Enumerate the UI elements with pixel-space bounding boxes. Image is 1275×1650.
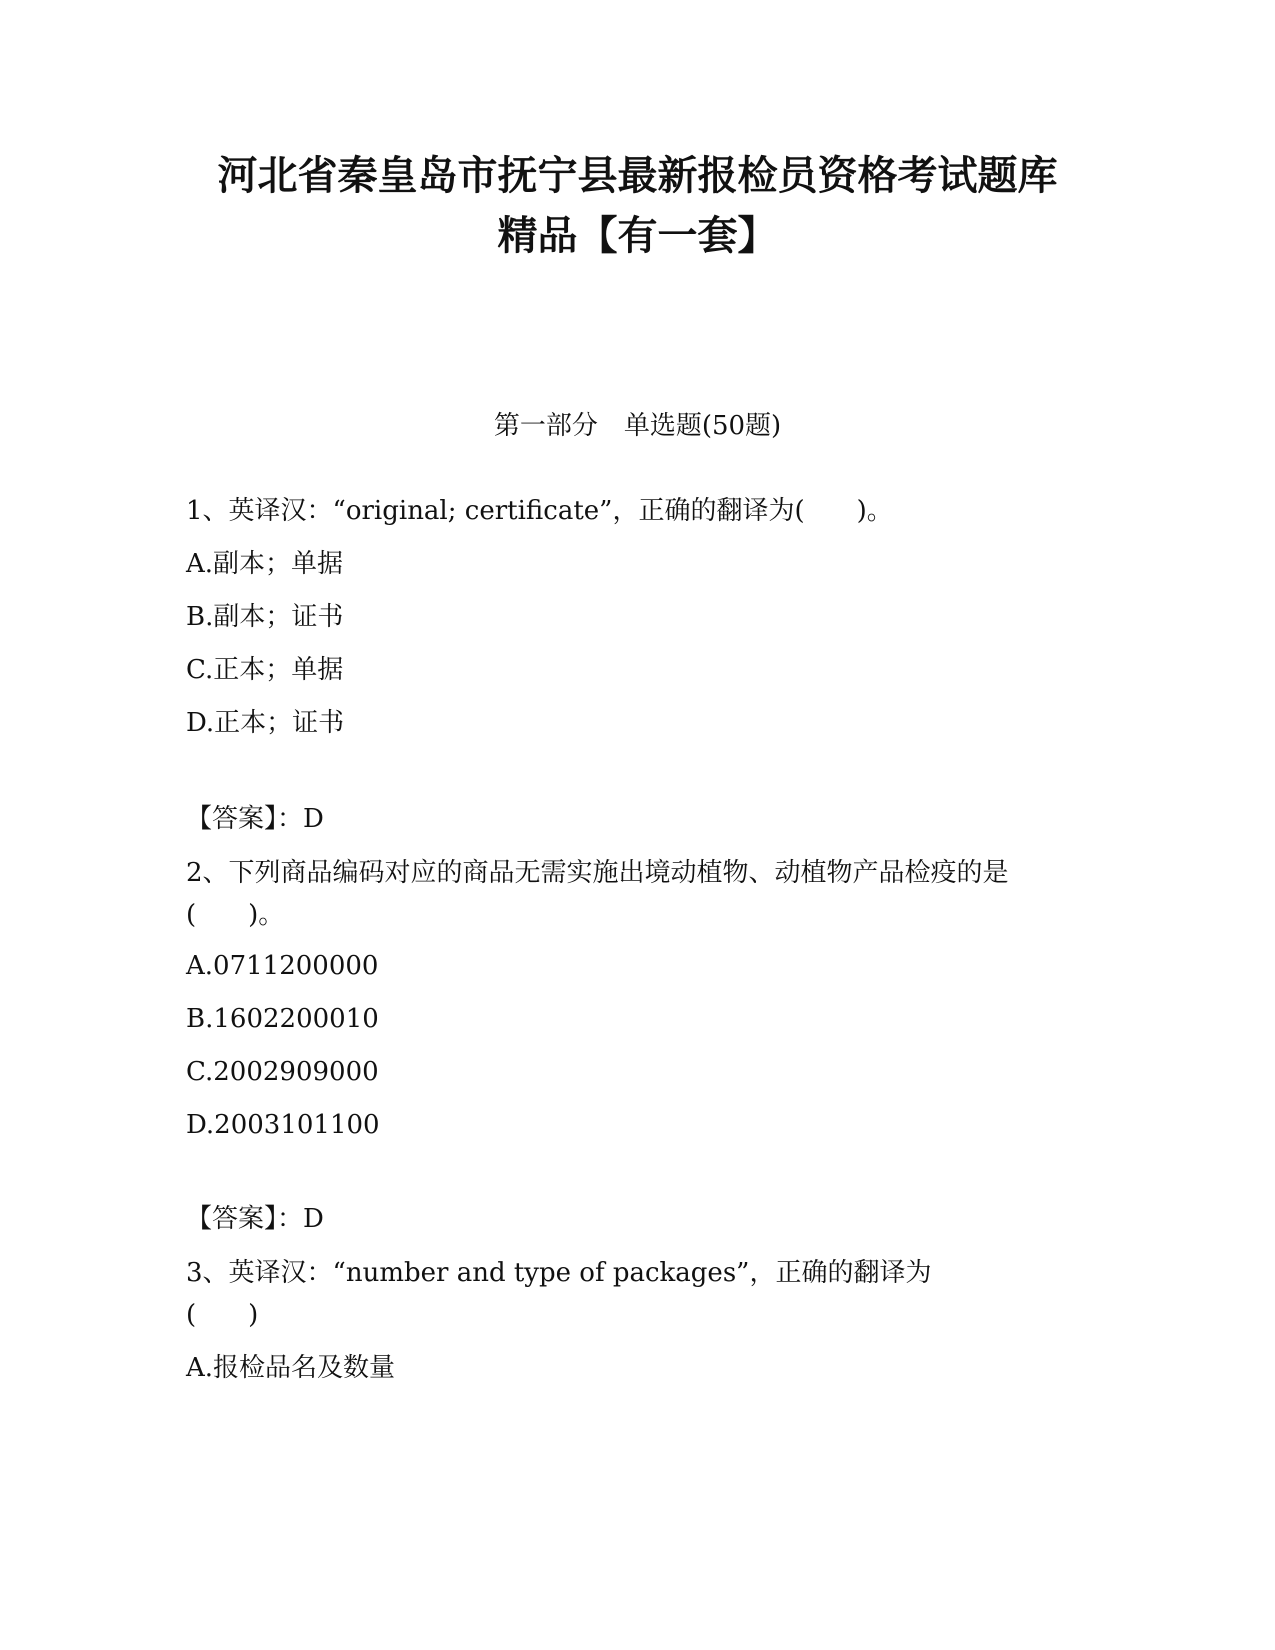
- document-title-line-2: 精品【有一套】: [497, 213, 778, 259]
- question-2-answer: 【答案】：D: [186, 1204, 324, 1234]
- question-1-option-a: A.副本；单据: [186, 549, 344, 579]
- question-1-option-b: B.副本；证书: [186, 602, 344, 632]
- question-3-stem: 3、英译汉：“number and type of packages”，正确的翻译为( ): [186, 1258, 932, 1330]
- document-title-line-1: 河北省秦皇岛市抚宁县最新报检员资格考试题库: [217, 153, 1058, 199]
- question-1-option-d: D.正本；证书: [186, 708, 345, 738]
- question-1-option-c: C.正本；单据: [186, 655, 344, 685]
- section-heading: 第一部分 单选题(50题): [493, 411, 782, 441]
- question-3-option-a: A.报检品名及数量: [186, 1353, 396, 1383]
- question-2-stem: 2、下列商品编码对应的商品无需实施出境动植物、动植物产品检疫的是( )。: [186, 858, 1009, 930]
- question-1-stem: 1、英译汉：“original; certificate”，正确的翻译为( )。: [186, 496, 893, 526]
- question-2-option-a: A.0711200000: [186, 951, 379, 981]
- question-2-option-d: D.2003101100: [186, 1110, 380, 1140]
- question-2-option-c: C.2002909000: [186, 1057, 379, 1087]
- question-2-option-b: B.1602200010: [186, 1004, 379, 1034]
- question-1-answer: 【答案】：D: [186, 804, 324, 834]
